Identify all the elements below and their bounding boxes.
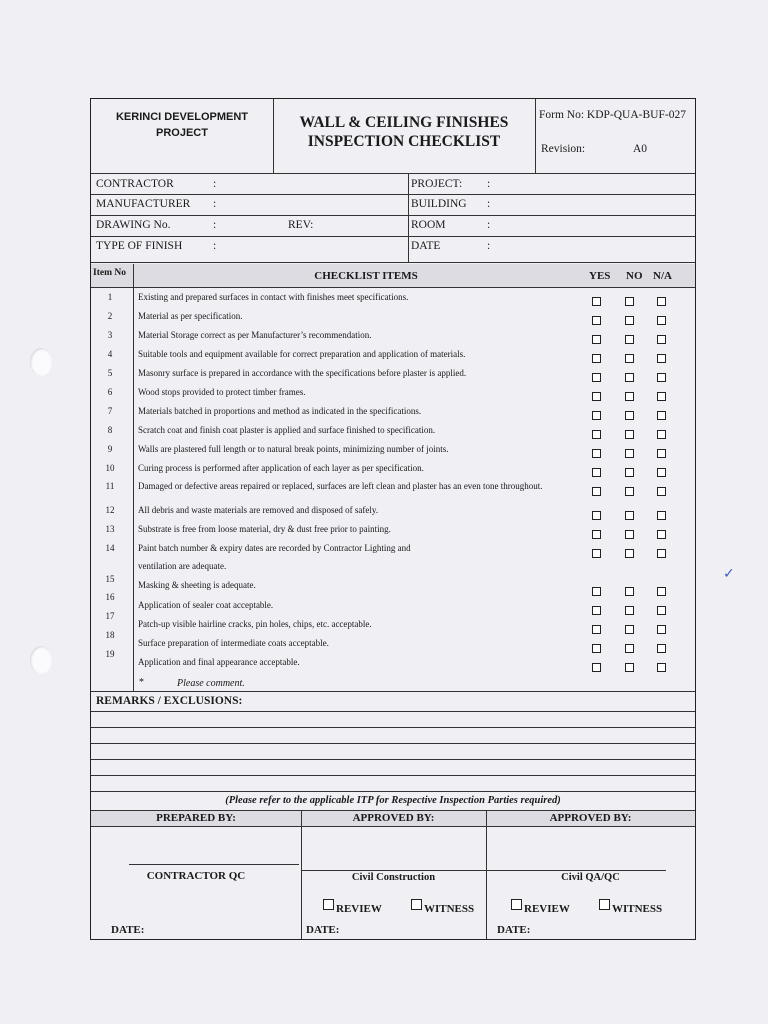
manufacturer-colon: : — [213, 198, 217, 210]
checkbox-na[interactable] — [657, 644, 666, 653]
item-number: 17 — [105, 611, 115, 621]
org-line-1: KERINCI DEVELOPMENT — [115, 111, 248, 123]
checkbox-yes[interactable] — [592, 549, 601, 558]
please-comment-note: Please comment. — [177, 678, 245, 689]
item-number: 5 — [107, 368, 113, 378]
item-text: Suitable tools and equipment available for correct preparation and application of materials. — [138, 349, 466, 359]
checklist-items-header: CHECKLIST ITEMS — [314, 270, 418, 282]
item-text: Paint batch number & expiry dates are recorded by Contractor Lighting and — [138, 543, 411, 553]
checkbox-no[interactable] — [625, 335, 634, 344]
finish-label: TYPE OF FINISH — [96, 240, 183, 252]
item-number: 8 — [107, 425, 113, 435]
review-checkbox-civil-construction[interactable] — [323, 899, 334, 910]
item-text: Substrate is free from loose material, dry & dust free prior to painting. — [138, 524, 391, 534]
project-colon: : — [487, 178, 491, 190]
project-label: PROJECT: — [411, 178, 463, 190]
org-line-2: PROJECT — [156, 127, 208, 139]
checkbox-no[interactable] — [625, 487, 634, 496]
checkbox-no[interactable] — [625, 530, 634, 539]
checkbox-no[interactable] — [625, 297, 634, 306]
yes-header: YES — [589, 270, 611, 282]
checkbox-no[interactable] — [625, 411, 634, 420]
itp-note: (Please refer to the applicable ITP for Respective Inspection Parties required) — [225, 795, 561, 806]
checkbox-yes[interactable] — [592, 644, 601, 653]
date-label-approved-2: DATE: — [497, 924, 531, 936]
checkbox-yes[interactable] — [592, 625, 601, 634]
item-text: Damaged or defective areas repaired or replaced, surfaces are left clean and plaster has an even tone throughout. — [138, 481, 543, 491]
checkbox-yes[interactable] — [592, 335, 601, 344]
item-text: Existing and prepared surfaces in contact with finishes meet specifications. — [138, 292, 409, 302]
checkbox-yes[interactable] — [592, 297, 601, 306]
finish-colon: : — [213, 240, 217, 252]
item-number: 15 — [105, 574, 115, 584]
org-name — [91, 109, 273, 141]
item-number: 19 — [105, 649, 115, 659]
checkbox-yes[interactable] — [592, 430, 601, 439]
checkbox-na[interactable] — [657, 316, 666, 325]
na-header: N/A — [653, 270, 672, 282]
witness-label-civil-qaqc: WITNESS — [612, 903, 663, 915]
review-label-civil-construction: REVIEW — [336, 903, 382, 915]
revision-value: A0 — [633, 143, 648, 155]
item-number: 6 — [107, 387, 113, 397]
date-label-prepared: DATE: — [111, 924, 145, 936]
item-text: Application of sealer coat acceptable. — [138, 600, 274, 610]
date-label-approved-1: DATE: — [306, 924, 340, 936]
item-text: ventilation are adequate. — [138, 561, 227, 571]
checkbox-no[interactable] — [625, 430, 634, 439]
checkbox-na[interactable] — [657, 487, 666, 496]
checkbox-na[interactable] — [657, 297, 666, 306]
checkbox-no[interactable] — [625, 316, 634, 325]
manufacturer-label: MANUFACTURER — [96, 198, 191, 210]
checkbox-na[interactable] — [657, 663, 666, 672]
form-title — [273, 113, 535, 151]
checkbox-yes[interactable] — [592, 316, 601, 325]
checkbox-na[interactable] — [657, 468, 666, 477]
item-number: 2 — [107, 311, 113, 321]
checkbox-yes[interactable] — [592, 606, 601, 615]
item-number: 11 — [105, 481, 115, 491]
checkbox-na[interactable] — [657, 511, 666, 520]
checkbox-yes[interactable] — [592, 487, 601, 496]
item-text: Application and final appearance acceptable. — [138, 657, 300, 667]
building-colon: : — [487, 198, 491, 210]
item-no-header: Item No — [93, 268, 126, 278]
checkbox-no[interactable] — [625, 549, 634, 558]
checkbox-yes[interactable] — [592, 392, 601, 401]
drawing-colon: : — [213, 219, 217, 231]
item-text: Wood stops provided to protect timber frames. — [138, 387, 306, 397]
contractor-signature-line — [129, 864, 299, 865]
item-number: 13 — [105, 524, 115, 534]
approved-by-label-2: APPROVED BY: — [549, 812, 632, 824]
checkbox-na[interactable] — [657, 373, 666, 382]
checkbox-yes[interactable] — [592, 411, 601, 420]
checkbox-yes[interactable] — [592, 449, 601, 458]
checkbox-no[interactable] — [625, 663, 634, 672]
civil-qaqc-label: Civil QA/QC — [561, 872, 620, 883]
item-text: Walls are plastered full length or to natural break points, minimizing number of joints. — [138, 444, 449, 454]
item-number: 16 — [105, 592, 115, 602]
title-line-1: WALL & CEILING FINISHES — [299, 114, 509, 131]
civil-construction-label: Civil Construction — [351, 872, 436, 883]
civil-construction-signature-line — [301, 870, 486, 871]
room-colon: : — [487, 219, 491, 231]
star-note: * — [139, 677, 144, 688]
review-checkbox-civil-qaqc[interactable] — [511, 899, 522, 910]
item-number: 12 — [105, 505, 115, 515]
item-number: 18 — [105, 630, 115, 640]
checkbox-yes[interactable] — [592, 530, 601, 539]
checkbox-no[interactable] — [625, 354, 634, 363]
item-text: Masonry surface is prepared in accordance with the specifications before plaster is applied. — [138, 368, 467, 378]
checkbox-na[interactable] — [657, 606, 666, 615]
item-text: Patch-up visible hairline cracks, pin holes, chips, etc. acceptable. — [138, 619, 372, 629]
checkbox-no[interactable] — [625, 606, 634, 615]
item-text: Material as per specification. — [138, 311, 243, 321]
item-number: 3 — [107, 330, 113, 340]
item-number: 10 — [105, 463, 115, 473]
punch-hole-top — [30, 348, 52, 376]
item-number: 9 — [107, 444, 113, 454]
checkbox-na[interactable] — [657, 449, 666, 458]
item-text: Curing process is performed after application of each layer as per specification. — [138, 463, 424, 473]
approved-by-label-1: APPROVED BY: — [352, 812, 435, 824]
date-colon: : — [487, 240, 491, 252]
item-text: Surface preparation of intermediate coats acceptable. — [138, 638, 329, 648]
review-label-civil-qaqc: REVIEW — [524, 903, 570, 915]
checkbox-na[interactable] — [657, 530, 666, 539]
tick-mark-icon: ✓ — [723, 566, 735, 582]
checkbox-na[interactable] — [657, 392, 666, 401]
item-text: Masking & sheeting is adequate. — [138, 580, 256, 590]
checkbox-yes[interactable] — [592, 354, 601, 363]
checkbox-na[interactable] — [657, 335, 666, 344]
room-label: ROOM — [411, 219, 446, 231]
witness-label-civil-construction: WITNESS — [424, 903, 475, 915]
item-number: 4 — [107, 349, 113, 359]
witness-checkbox-civil-construction[interactable] — [411, 899, 422, 910]
punch-hole-bottom — [30, 646, 52, 674]
item-text: Material Storage correct as per Manufacturer’s recommendation. — [138, 330, 372, 340]
prepared-by-label: PREPARED BY: — [156, 812, 236, 824]
checkbox-no[interactable] — [625, 625, 634, 634]
item-text: Materials batched in proportions and method as indicated in the specifications. — [138, 406, 422, 416]
item-number: 1 — [107, 292, 113, 302]
drawing-label: DRAWING No. — [96, 219, 171, 231]
checkbox-na[interactable] — [657, 549, 666, 558]
checkbox-na[interactable] — [657, 587, 666, 596]
revision-label: Revision: — [541, 143, 586, 155]
item-text: Scratch coat and finish coat plaster is applied and surface finished to specification. — [138, 425, 436, 435]
checkbox-no[interactable] — [625, 449, 634, 458]
checkbox-na[interactable] — [657, 411, 666, 420]
no-header: NO — [626, 270, 643, 282]
inspection-form — [90, 98, 696, 940]
item-text: All debris and waste materials are removed and disposed of safely. — [138, 505, 379, 515]
checkbox-na[interactable] — [657, 354, 666, 363]
rev-label: REV: — [288, 219, 314, 231]
checkbox-yes[interactable] — [592, 468, 601, 477]
contractor-colon: : — [213, 178, 217, 190]
checkbox-no[interactable] — [625, 392, 634, 401]
contractor-qc-label: CONTRACTOR QC — [146, 870, 246, 882]
checkbox-yes[interactable] — [592, 373, 601, 382]
building-label: BUILDING — [411, 198, 467, 210]
title-line-2: INSPECTION CHECKLIST — [307, 133, 501, 150]
checkbox-no[interactable] — [625, 644, 634, 653]
remarks-label: REMARKS / EXCLUSIONS: — [96, 695, 243, 707]
checkbox-no[interactable] — [625, 373, 634, 382]
date-label: DATE — [411, 240, 441, 252]
checkbox-yes[interactable] — [592, 587, 601, 596]
checkbox-no[interactable] — [625, 468, 634, 477]
checkbox-no[interactable] — [625, 587, 634, 596]
contractor-label: CONTRACTOR — [96, 178, 174, 190]
checkbox-na[interactable] — [657, 430, 666, 439]
checkbox-no[interactable] — [625, 511, 634, 520]
form-number: Form No: KDP-QUA-BUF-027 — [539, 109, 686, 121]
witness-checkbox-civil-qaqc[interactable] — [599, 899, 610, 910]
checkbox-yes[interactable] — [592, 511, 601, 520]
civil-qaqc-signature-line — [486, 870, 666, 871]
item-number: 7 — [107, 406, 113, 416]
item-number: 14 — [105, 543, 115, 553]
checkbox-na[interactable] — [657, 625, 666, 634]
checkbox-yes[interactable] — [592, 663, 601, 672]
